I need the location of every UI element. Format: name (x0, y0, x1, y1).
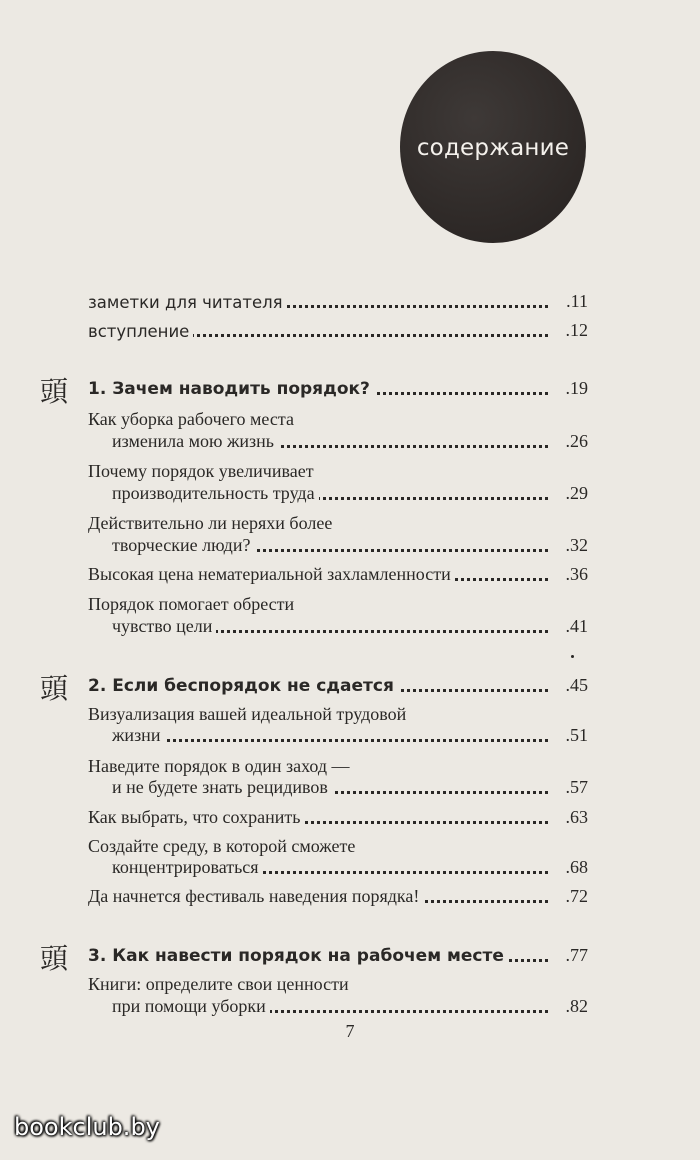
toc-item-line: Почему порядок увеличивает (88, 461, 314, 481)
toc-entry-label: заметки для читателя (88, 293, 287, 312)
toc-item-line: производительность труда (112, 483, 319, 504)
leader-dots (112, 739, 548, 742)
toc-page-number: .45 (565, 675, 588, 695)
toc-page-number: .19 (565, 378, 588, 398)
toc-item (88, 805, 588, 831)
toc-item-line: Создайте среду, в которой сможете (88, 836, 356, 856)
toc-item-line: Визуализация вашей идеальной трудовой (88, 704, 407, 724)
title-circle (400, 51, 586, 243)
toc-item-line: Да начнется фестиваль наведения порядка! (88, 886, 423, 907)
chapter-marker-icon: 頭 (39, 672, 68, 705)
toc-page-number: .57 (565, 777, 588, 797)
toc-item-line: Наведите порядок в один заход — (88, 756, 350, 776)
toc-item (112, 429, 588, 455)
toc-item-line: концентрироваться (112, 857, 263, 878)
toc-page-number: .29 (565, 483, 588, 503)
toc-item-line: жизни (112, 725, 164, 746)
toc-entry-front-notes (88, 289, 588, 315)
toc-chapter-3 (88, 943, 588, 969)
toc-item (88, 562, 588, 588)
print-speck (571, 655, 574, 658)
toc-chapter-1 (88, 376, 588, 402)
toc-page-number: .51 (565, 725, 588, 745)
toc-item-line: творческие люди? (112, 535, 254, 556)
toc-item-line: Книги: определите свои ценности (88, 974, 349, 994)
toc-page-number: .41 (565, 616, 588, 636)
toc-entry-front-intro (88, 318, 588, 344)
page-title: содержание (416, 135, 570, 161)
chapter-marker-icon: 頭 (39, 942, 68, 975)
toc-item-line: Порядок помогает обрести (88, 594, 295, 614)
toc-item-line: изменила мою жизнь (112, 431, 278, 452)
toc-page-number: .32 (565, 535, 588, 555)
page-number: 7 (345, 1021, 355, 1041)
toc-item (88, 884, 588, 910)
toc-item-line: Высокая цена нематериальной захламленности (88, 564, 455, 585)
chapter-marker-icon: 頭 (39, 375, 68, 408)
toc-item-line: и не будете знать рецидивов (112, 777, 332, 798)
toc-entry-label: вступление (88, 322, 193, 341)
toc-item-line: Как уборка рабочего места (88, 409, 294, 429)
toc-chapter-2 (88, 673, 588, 699)
toc-page-number: .63 (565, 807, 588, 827)
toc-page-number: .11 (566, 291, 588, 311)
toc-page-number: .77 (565, 945, 588, 965)
watermark: bookclub.by (14, 1113, 160, 1141)
toc-chapter-title: 3. Как навести порядок на рабочем месте (88, 946, 508, 966)
toc-page-number: .26 (565, 431, 588, 451)
toc-item (112, 614, 588, 640)
toc-item-line: Действительно ли неряхи более (88, 513, 333, 533)
toc-page-number: .82 (565, 996, 588, 1016)
toc-page-number: .72 (565, 886, 588, 906)
toc-chapter-title: 1. Зачем наводить порядок? (88, 379, 374, 399)
toc-item-line: Как выбрать, что сохранить (88, 807, 304, 828)
toc-item-line: чувство цели (112, 616, 216, 637)
toc-page-number: .36 (565, 564, 588, 584)
toc-item (112, 994, 588, 1020)
toc-item (112, 723, 588, 749)
toc-chapter-title: 2. Если беспорядок не сдается (88, 676, 398, 696)
toc-item (112, 775, 588, 801)
toc-item-line: при помощи уборки (112, 996, 270, 1017)
toc-item (112, 533, 588, 559)
toc-page-number: .12 (565, 320, 588, 340)
toc-page-number: .68 (565, 857, 588, 877)
toc-item (112, 855, 588, 881)
toc-item (112, 481, 588, 507)
